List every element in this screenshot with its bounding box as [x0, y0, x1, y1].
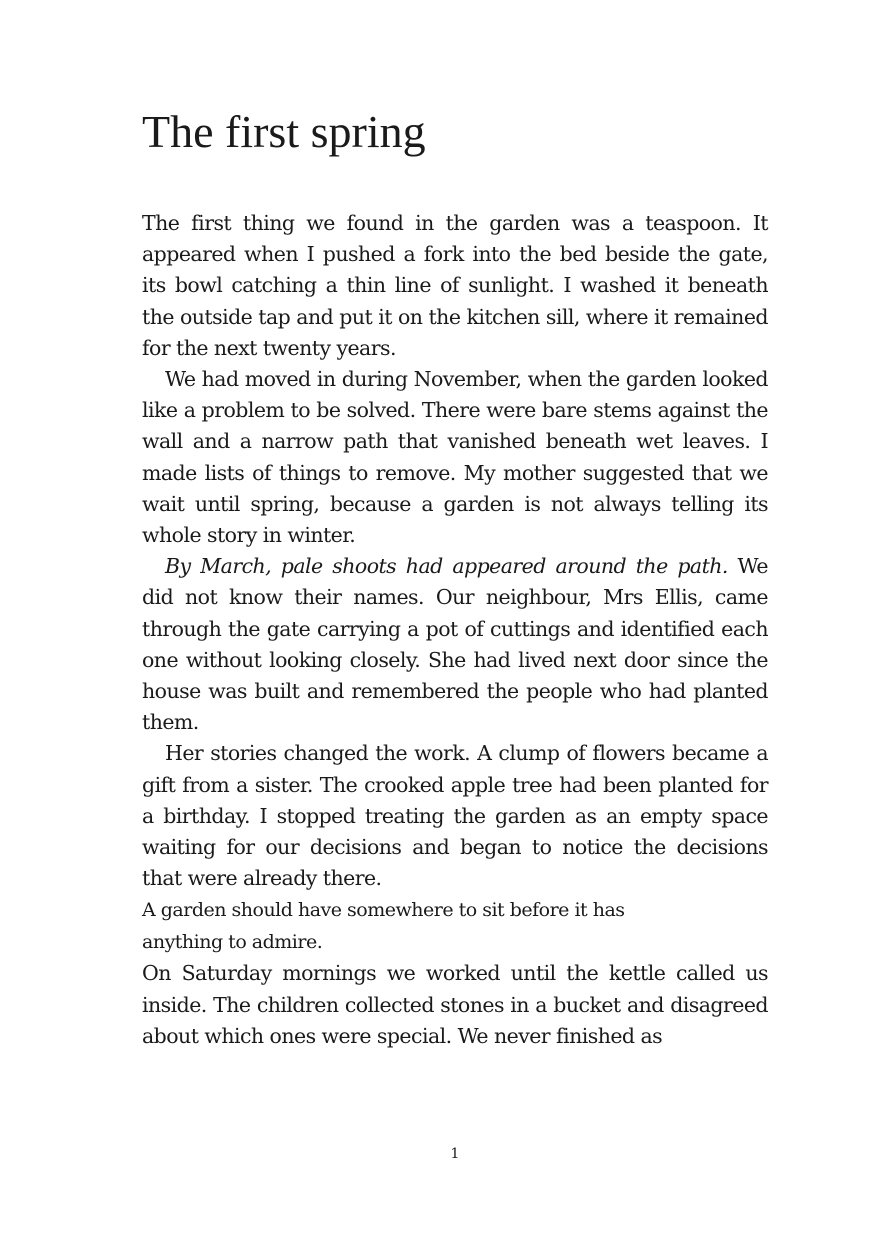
body-text: [142, 208, 768, 1052]
paragraph: The first thing we found in the garden was a teaspoon. It appeared when I pushed a fork into the bed beside the gate, its bowl catching a thin line of sunlight. I washed it beneath the outside tap and put it on the kitchen sill, where it remained for the next twenty years.: [142, 211, 768, 360]
block-quote: A garden should have somewhere to sit before it has anything to admire.: [142, 899, 625, 954]
paragraph: On Saturday mornings we worked until the kettle called us inside. The children collected stones in a bucket and disagreed about which ones were special. We never finished as: [142, 961, 768, 1048]
paragraph-continuation: We did not know their names. Our neighbour, Mrs Ellis, came through the gate carrying a pot of cuttings and identified each one without looking closely. She had lived next door since the house was built and remembered the people who had planted them.: [142, 554, 768, 735]
italic-sentence: By March, pale shoots had appeared around the path.: [165, 554, 728, 579]
chapter-title: The first spring: [142, 106, 426, 157]
page-number: 1: [450, 1146, 460, 1162]
paragraph: We had moved in during November, when the garden looked like a problem to be solved. There were bare stems against the wall and a narrow path that vanished beneath wet leaves. I made lists of things to remove. My mother suggested that we wait until spring, because a garden is not always telling its whole story in winter.: [142, 367, 768, 548]
paragraph: Her stories changed the work. A clump of flowers became a gift from a sister. The crooked apple tree had been planted for a birthday. I stopped treating the garden as an empty space waiting for our decisions and began to notice the decisions that were already there.: [142, 741, 768, 891]
paragraph: [142, 551, 768, 738]
